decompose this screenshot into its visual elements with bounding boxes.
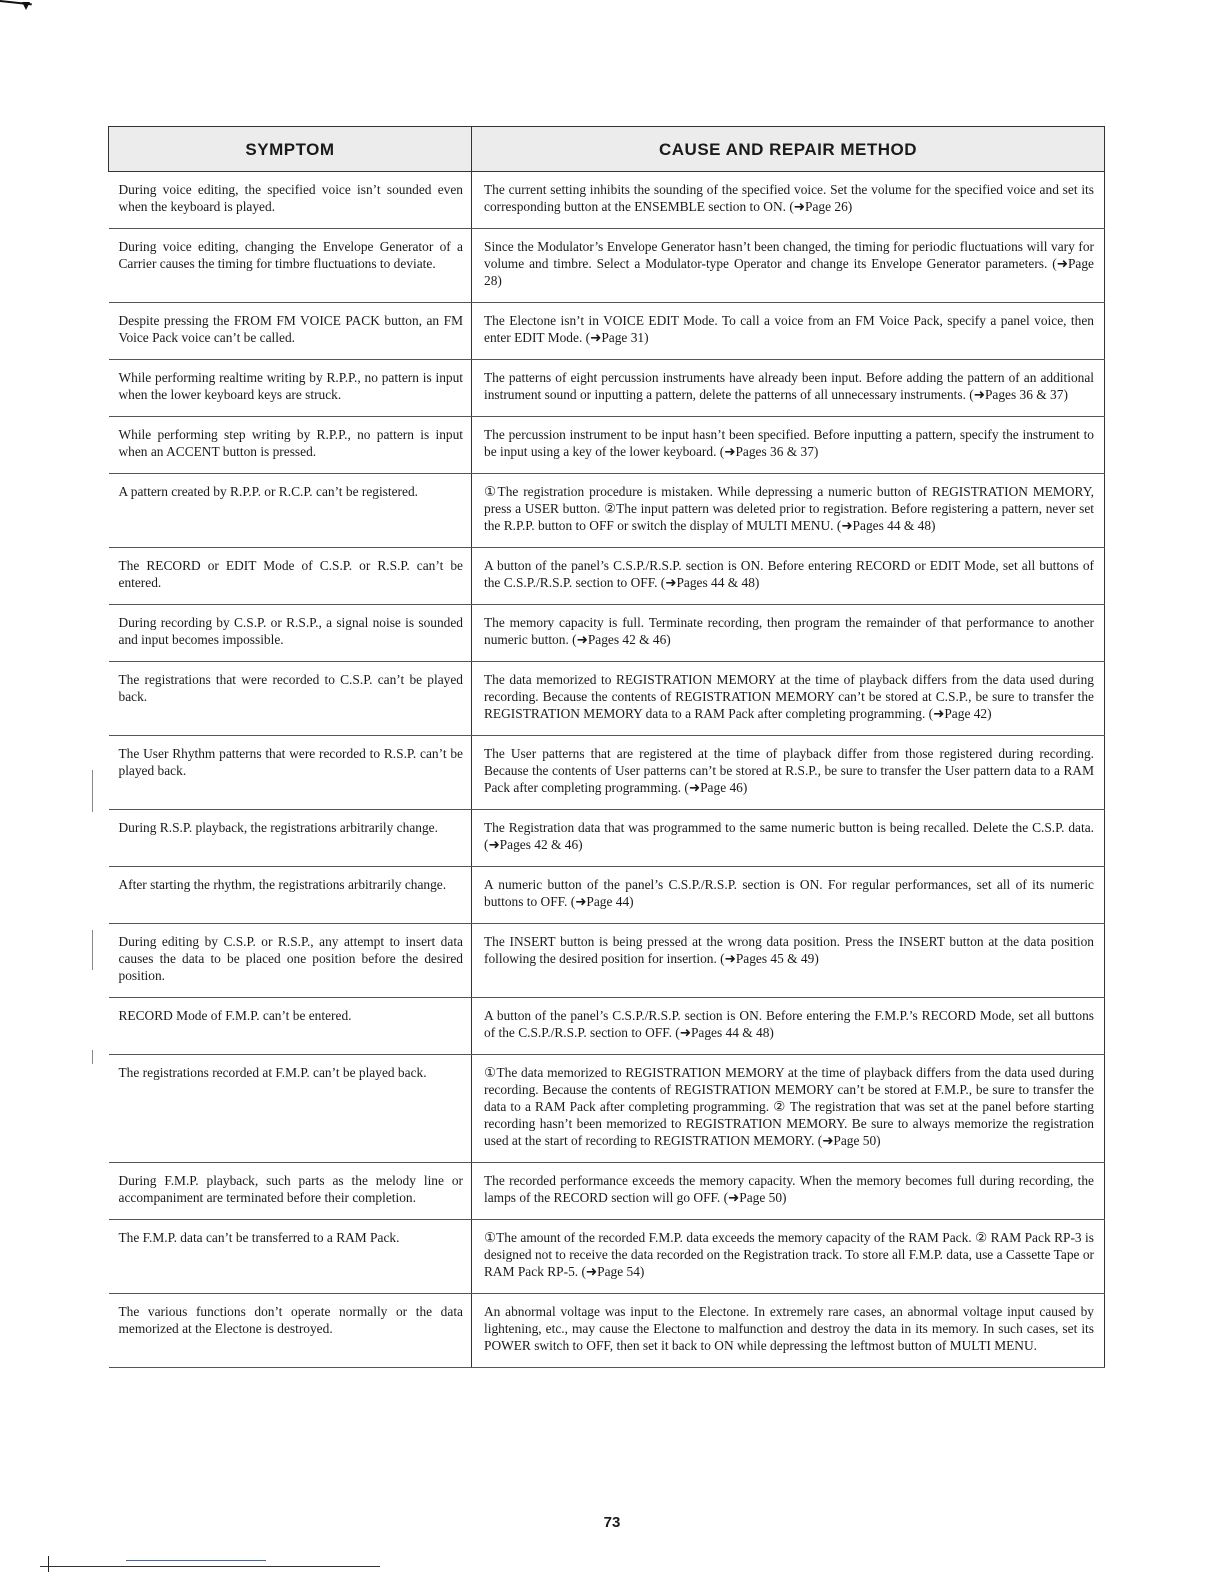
crop-line <box>40 1566 380 1567</box>
cause-cell: ①The data memorized to REGISTRATION MEMORY at the time of playback differs from the data used during recording. Because the contents of REGISTRATION MEMORY can’t be stored at F.M.P., be sure to transfer the data to a RAM Pack after completing programming. ② The registration that was set at the panel before starting recording hasn’t been memorized to REGISTRATION MEMORY. Be sure to always memorize the registration used at the start of recording to REGISTRATION MEMORY. (➜Page 50) <box>472 1055 1105 1163</box>
symptom-cell: Despite pressing the FROM FM VOICE PACK button, an FM Voice Pack voice can’t be called. <box>109 303 472 360</box>
table-row <box>109 867 1105 924</box>
table-row <box>109 736 1105 810</box>
symptom-cell: The registrations recorded at F.M.P. can’t be played back. <box>109 1055 472 1163</box>
table-row <box>109 810 1105 867</box>
symptom-header: SYMPTOM <box>109 127 472 172</box>
table-row <box>109 924 1105 998</box>
symptom-cell: The registrations that were recorded to C.S.P. can’t be played back. <box>109 662 472 736</box>
table-row <box>109 998 1105 1055</box>
symptom-cell: After starting the rhythm, the registrations arbitrarily change. <box>109 867 472 924</box>
table-row <box>109 1220 1105 1294</box>
cause-cell: The memory capacity is full. Terminate recording, then program the remainder of that performance to another numeric button. (➜Pages 42 & 46) <box>472 605 1105 662</box>
symptom-cell: During R.S.P. playback, the registrations arbitrarily change. <box>109 810 472 867</box>
troubleshooting-table <box>108 126 1105 1368</box>
margin-mark <box>92 930 93 970</box>
symptom-cell: During voice editing, changing the Envelope Generator of a Carrier causes the timing for timbre fluctuations to deviate. <box>109 229 472 303</box>
symptom-cell: RECORD Mode of F.M.P. can’t be entered. <box>109 998 472 1055</box>
cause-cell: The recorded performance exceeds the memory capacity. When the memory becomes full during recording, the lamps of the RECORD section will go OFF. (➜Page 50) <box>472 1163 1105 1220</box>
page-number: 73 <box>603 1514 621 1531</box>
cause-cell: A button of the panel’s C.S.P./R.S.P. section is ON. Before entering RECORD or EDIT Mode, set all buttons of the C.S.P./R.S.P. section to OFF. (➜Pages 44 & 48) <box>472 548 1105 605</box>
table-row <box>109 360 1105 417</box>
cause-cell: A numeric button of the panel’s C.S.P./R.S.P. section is ON. For regular performances, set all of its numeric buttons to OFF. (➜Page 44) <box>472 867 1105 924</box>
cause-header: CAUSE AND REPAIR METHOD <box>472 127 1105 172</box>
cause-cell: ①The registration procedure is mistaken. While depressing a numeric button of REGISTRATION MEMORY, press a USER button. ②The input pattern was deleted prior to registration. Before registering a pattern, never set the R.P.P. button to OFF or switch the display of MULTI MENU. (➜Pages 44 & 48) <box>472 474 1105 548</box>
cause-cell: A button of the panel’s C.S.P./R.S.P. section is ON. Before entering the F.M.P.’s RECORD Mode, set all buttons of the C.S.P./R.S.P. section to OFF. (➜Pages 44 & 48) <box>472 998 1105 1055</box>
cause-cell: The User patterns that are registered at the time of playback differ from those registered during recording. Because the contents of User patterns can’t be stored at R.S.P., be sure to transfer the User pattern data to a RAM Pack after completing programming. (➜Page 46) <box>472 736 1105 810</box>
cause-cell: The Electone isn’t in VOICE EDIT Mode. To call a voice from an FM Voice Pack, specify a panel voice, then enter EDIT Mode. (➜Page 31) <box>472 303 1105 360</box>
table-row <box>109 662 1105 736</box>
symptom-cell: During editing by C.S.P. or R.S.P., any attempt to insert data causes the data to be placed one position before the desired position. <box>109 924 472 998</box>
table-row <box>109 172 1105 229</box>
table-row <box>109 1294 1105 1368</box>
table-row <box>109 1055 1105 1163</box>
margin-mark <box>92 1050 93 1064</box>
cause-cell: ①The amount of the recorded F.M.P. data exceeds the memory capacity of the RAM Pack. ② RAM Pack RP-3 is designed not to receive the data recorded on the Registration track. To store all F.M.P. data, use a Cassette Tape or RAM Pack RP-5. (➜Page 54) <box>472 1220 1105 1294</box>
crop-tick <box>48 1556 49 1572</box>
symptom-cell: The F.M.P. data can’t be transferred to a RAM Pack. <box>109 1220 472 1294</box>
table-row <box>109 229 1105 303</box>
table-row <box>109 303 1105 360</box>
symptom-cell: The RECORD or EDIT Mode of C.S.P. or R.S.P. can’t be entered. <box>109 548 472 605</box>
symptom-cell: During F.M.P. playback, such parts as the melody line or accompaniment are terminated before their completion. <box>109 1163 472 1220</box>
symptom-cell: While performing realtime writing by R.P.P., no pattern is input when the lower keyboard keys are struck. <box>109 360 472 417</box>
cause-cell: An abnormal voltage was input to the Electone. In extremely rare cases, an abnormal voltage input caused by lightening, etc., may cause the Electone to malfunction and destroy the data in its memory. In such cases, set its POWER switch to OFF, then set it back to ON while depressing the leftmost button of MULTI MENU. <box>472 1294 1105 1368</box>
symptom-cell: While performing step writing by R.P.P., no pattern is input when an ACCENT button is pressed. <box>109 417 472 474</box>
cause-cell: The Registration data that was programmed to the same numeric button is being recalled. Delete the C.S.P. data. (➜Pages 42 & 46) <box>472 810 1105 867</box>
cause-cell: The current setting inhibits the sounding of the specified voice. Set the volume for the specified voice and set its corresponding button at the ENSEMBLE section to ON. (➜Page 26) <box>472 172 1105 229</box>
registration-arrow <box>22 2 30 10</box>
table-row <box>109 417 1105 474</box>
symptom-cell: The User Rhythm patterns that were recorded to R.S.P. can’t be played back. <box>109 736 472 810</box>
symptom-cell: During recording by C.S.P. or R.S.P., a signal noise is sounded and input becomes impossible. <box>109 605 472 662</box>
symptom-cell: The various functions don’t operate normally or the data memorized at the Electone is destroyed. <box>109 1294 472 1368</box>
table-row <box>109 1163 1105 1220</box>
cause-cell: The patterns of eight percussion instruments have already been input. Before adding the pattern of an additional instrument sound or inputting a pattern, delete the patterns of all unnecessary instruments. (➜Pages 36 & 37) <box>472 360 1105 417</box>
cause-cell: Since the Modulator’s Envelope Generator hasn’t been changed, the timing for periodic fluctuations will vary for volume and timbre. Select a Modulator-type Operator and change its Envelope Generator parameters. (➜Page 28) <box>472 229 1105 303</box>
table-body <box>109 172 1105 1368</box>
cause-cell: The data memorized to REGISTRATION MEMORY at the time of playback differs from the data used during recording. Because the contents of REGISTRATION MEMORY can’t be stored at C.S.P., be sure to transfer the REGISTRATION MEMORY data to a RAM Pack after completing programming. (➜Page 42) <box>472 662 1105 736</box>
symptom-cell: A pattern created by R.P.P. or R.C.P. can’t be registered. <box>109 474 472 548</box>
table-header-row <box>109 127 1105 172</box>
crop-line-blue <box>126 1560 266 1561</box>
margin-mark <box>92 770 93 812</box>
symptom-cell: During voice editing, the specified voice isn’t sounded even when the keyboard is played. <box>109 172 472 229</box>
table-row <box>109 474 1105 548</box>
table-row <box>109 548 1105 605</box>
cause-cell: The percussion instrument to be input hasn’t been specified. Before inputting a pattern, specify the instrument to be input using a key of the lower keyboard. (➜Pages 36 & 37) <box>472 417 1105 474</box>
table-row <box>109 605 1105 662</box>
cause-cell: The INSERT button is being pressed at the wrong data position. Press the INSERT button at the data position following the desired position for insertion. (➜Pages 45 & 49) <box>472 924 1105 998</box>
